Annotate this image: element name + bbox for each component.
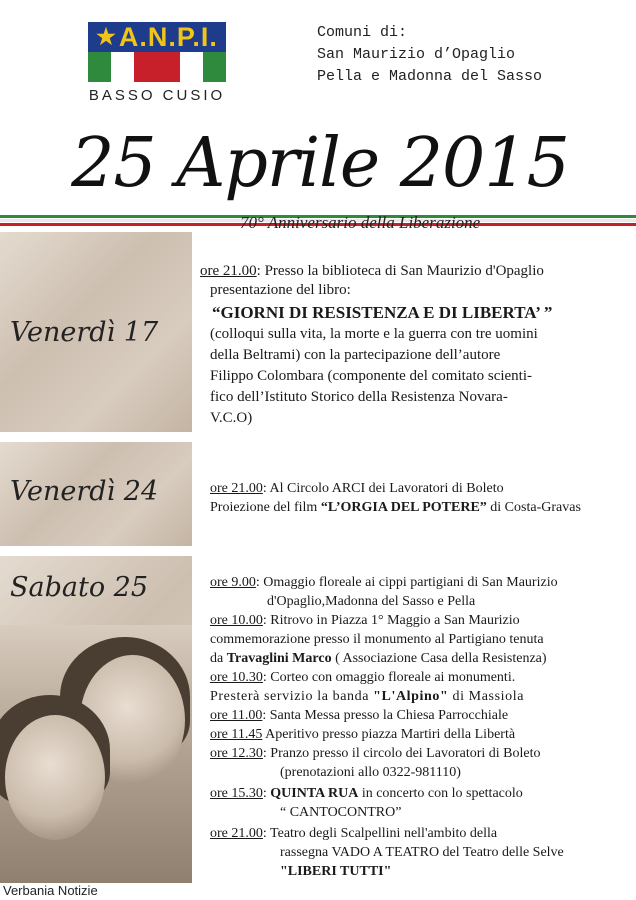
day-panel-venerdi-24 (0, 442, 192, 546)
event-line (210, 670, 515, 686)
event-text: Presterà servizio la banda (210, 689, 374, 704)
event-text: : Presso la biblioteca di San Maurizio d'Opaglio (256, 263, 544, 279)
event-text: : Teatro degli Scalpellini nell'ambito della (262, 826, 498, 841)
event-time: ore 10.00 (210, 613, 263, 628)
band-name: "L'Alpino" (373, 689, 449, 704)
event-text: di Massiola (448, 689, 525, 704)
event-text: V.C.O) (210, 410, 253, 426)
event-text: (colloqui sulla vita, la morte e la guerra con tre uomini (210, 326, 538, 342)
event-line (210, 727, 515, 743)
speaker-name: Travaglini Marco (226, 651, 332, 666)
event-text: Proiezione del film (210, 500, 321, 515)
event-text: : Pranzo presso il circolo dei Lavoratori di Boleto (262, 746, 541, 761)
event-text: : Omaggio floreale ai cippi partigiani di San Maurizio (255, 575, 558, 590)
event-line (210, 786, 523, 802)
show-title: "LIBERI TUTTI" (280, 864, 392, 879)
event-line (210, 500, 581, 516)
day-panel-venerdi-17 (0, 232, 192, 432)
event-text: (prenotazioni allo 0322-981110) (280, 765, 461, 780)
event-line (200, 263, 544, 280)
event-text: della Beltrami) con la partecipazione dell’autore (210, 347, 501, 363)
image-credit: Verbania Notizie (3, 883, 98, 898)
event-text: di Costa-Gravas (486, 500, 581, 515)
book-title: “GIORNI DI RESISTENZA E DI LIBERTA’ ” (212, 303, 553, 322)
comuni-block (317, 22, 542, 88)
event-text: : (262, 786, 271, 801)
event-time: ore 12.30 (210, 746, 263, 761)
event-text: commemorazione presso il monumento al Partigiano tenuta (210, 632, 544, 647)
logo-title-bar (88, 22, 226, 52)
event-text: : Santa Messa presso la Chiesa Parrocchiale (262, 708, 509, 723)
day-label: Sabato 25 (10, 572, 149, 603)
event-line (210, 481, 504, 497)
event-time: ore 21.00 (200, 263, 257, 279)
event-text: da (210, 651, 227, 666)
logo-subtitle: BASSO CUSIO (88, 87, 226, 104)
event-line (210, 708, 508, 724)
film-title: “L’ORGIA DEL POTERE” (320, 500, 487, 515)
partisan-women-photo (0, 625, 192, 883)
performer-name: QUINTA RUA (270, 786, 359, 801)
page-subtitle: 70° Anniversario della Liberazione (240, 213, 481, 232)
star-icon: ★ (96, 24, 117, 49)
event-time: ore 9.00 (210, 575, 256, 590)
event-text: in concerto con lo spettacolo (358, 786, 523, 801)
event-text: “ CANTOCONTRO” (280, 805, 402, 820)
italian-flag (88, 52, 226, 82)
comuni-line: San Maurizio d’Opaglio (317, 46, 516, 63)
event-line (210, 746, 540, 762)
event-line (210, 575, 558, 591)
comuni-line: Comuni di: (317, 24, 408, 41)
event-time: ore 21.00 (210, 826, 263, 841)
event-time: ore 15.30 (210, 786, 263, 801)
event-text: ( Associazione Casa della Resistenza) (331, 651, 547, 666)
event-line (210, 689, 524, 705)
event-text: presentazione del libro: (210, 282, 351, 298)
event-text: : Al Circolo ARCI dei Lavoratori di Boleto (262, 481, 504, 496)
event-time: ore 11.00 (210, 708, 263, 723)
anpi-logo (88, 22, 226, 104)
event-text: fico dell’Istituto Storico della Resistenza Novara- (210, 389, 508, 405)
page-title: 25 Aprile 2015 (71, 124, 569, 203)
event-line (210, 613, 520, 629)
event-text: Filippo Colombara (componente del comitato scienti- (210, 368, 533, 384)
event-text: Aperitivo presso piazza Martiri della Libertà (262, 727, 516, 742)
logo-title: A.N.P.I. (118, 22, 218, 52)
event-text: d'Opaglio,Madonna del Sasso e Pella (267, 594, 476, 609)
day-label: Venerdì 17 (10, 317, 159, 348)
event-time: ore 10.30 (210, 670, 263, 685)
day-label: Venerdì 24 (10, 476, 159, 507)
comuni-line: Pella e Madonna del Sasso (317, 68, 543, 85)
event-time: ore 11.45 (210, 727, 263, 742)
event-line (210, 651, 547, 667)
event-line (210, 826, 497, 842)
event-text: : Ritrovo in Piazza 1° Maggio a San Maurizio (262, 613, 520, 628)
event-text: rassegna VADO A TEATRO del Teatro delle Selve (280, 845, 564, 860)
event-time: ore 21.00 (210, 481, 263, 496)
event-text: : Corteo con omaggio floreale ai monumenti. (262, 670, 516, 685)
